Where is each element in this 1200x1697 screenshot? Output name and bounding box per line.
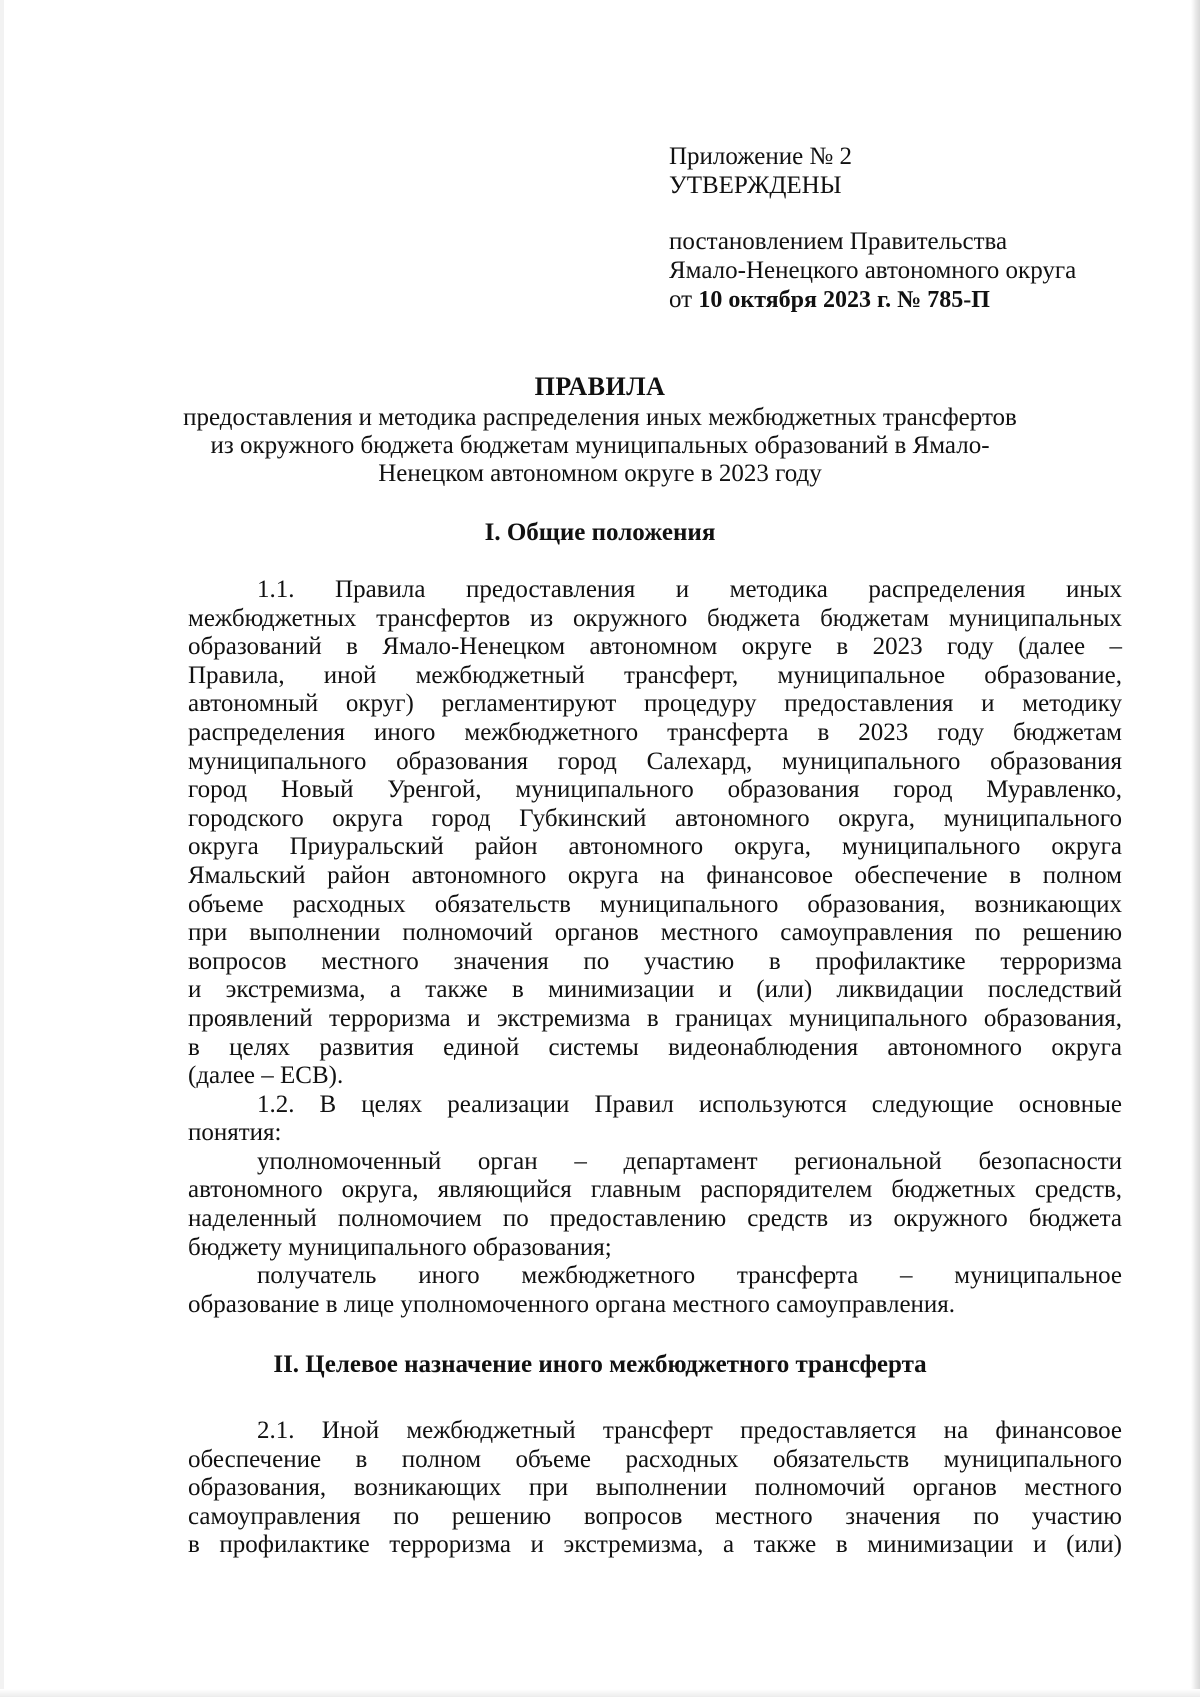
date-value: 10 октября 2023 г. № 785-П (698, 287, 990, 313)
paragraph-line: образование в лице уполномоченного органа местного самоуправления. (188, 1290, 956, 1318)
paragraph-line: 2.1. Иной межбюджетный трансферт предоставляется на финансовое (257, 1417, 1122, 1444)
document-subtitle (0, 404, 1200, 488)
paragraph-line: бюджету муниципального образования; (188, 1233, 612, 1261)
document-title: ПРАВИЛА (534, 372, 666, 401)
paragraph-line: понятия: (188, 1119, 282, 1147)
paragraph-line: образования, возникающих при выполнении полномочий органов местного (188, 1474, 1122, 1502)
scan-edge-bottom (0, 1689, 1200, 1697)
approved-by-line-2: Ямало-Ненецкого автономного округа (669, 257, 1077, 284)
scan-edge-right (1191, 0, 1200, 1697)
subtitle-line: из окружного бюджета бюджетам муниципальных образований в Ямало- (210, 432, 990, 459)
paragraph-line: и экстремизма, а также в минимизации и (или) ликвидации последствий (188, 976, 1122, 1004)
subtitle-line: предоставления и методика распределения иных межбюджетных трансфертов (183, 404, 1017, 431)
paragraph-line: городского округа город Губкинский автономного округа, муниципального (188, 804, 1122, 832)
paragraph-line: распределения иного межбюджетного трансферта в 2023 году бюджетам (188, 718, 1122, 746)
paragraph-line: (далее – ЕСВ). (188, 1062, 344, 1090)
paragraph-line: 1.1. Правила предоставления и методика распределения иных (257, 576, 1122, 603)
section-1-heading: I. Общие положения (484, 519, 716, 546)
paragraph-line: проявлений терроризма и экстремизма в границах муниципального образования, (188, 1004, 1122, 1032)
paragraph-line: объеме расходных обязательств муниципального образования, возникающих (188, 890, 1122, 918)
paragraph-line: автономный округ) регламентируют процедуру предоставления и методику (188, 690, 1122, 718)
paragraph-line: Правила, иной межбюджетный трансферт, муниципальное образование, (188, 661, 1122, 689)
paragraph-line: в профилактике терроризма и экстремизма, а также в минимизации и (или) (188, 1531, 1122, 1559)
paragraph-line: автономного округа, являющийся главным распорядителем бюджетных средств, (188, 1176, 1122, 1204)
scan-edge-left (0, 0, 4, 1697)
paragraph-line: самоуправления по решению вопросов местного значения по участию (188, 1502, 1122, 1530)
paragraph-line: при выполнении полномочий органов местного самоуправления по решению (188, 919, 1122, 947)
paragraph-line: образований в Ямало-Ненецком автономном округе в 2023 году (далее – (188, 633, 1122, 661)
paragraph-line: Ямальский район автономного округа на финансовое обеспечение в полном (188, 861, 1122, 889)
subtitle-line: Ненецком автономном округе в 2023 году (378, 460, 822, 487)
section-2-text (188, 1417, 1122, 1560)
paragraph-line: округа Приуральский район автономного округа, муниципального округа (188, 833, 1122, 861)
paragraph-line: уполномоченный орган – департамент региональной безопасности (257, 1147, 1122, 1175)
paragraph-line: в целях развития единой системы видеонаблюдения автономного округа (188, 1033, 1122, 1061)
paragraph-line: обеспечение в полном объеме расходных обязательств муниципального (188, 1445, 1122, 1473)
appendix-gap (669, 200, 1076, 227)
paragraph-line: получатель иного межбюджетного трансферта – муниципальное (257, 1262, 1122, 1290)
approval-date-line (669, 285, 1076, 315)
appendix-block (669, 142, 1076, 315)
appendix-number: Приложение № 2 (669, 143, 853, 170)
section-1-text (188, 576, 1122, 1319)
approved-label: УТВЕРЖДЕНЫ (669, 172, 842, 199)
paragraph-line: муниципального образования город Салехард, муниципального образования (188, 747, 1122, 775)
approved-by-line-1: постановлением Правительства (669, 228, 1008, 255)
paragraph-line: наделенный полномочием по предоставлению средств из окружного бюджета (188, 1205, 1122, 1233)
paragraph-line: город Новый Уренгой, муниципального образования город Муравленко, (188, 776, 1122, 804)
date-prefix: от (669, 286, 693, 313)
section-2-heading: II. Целевое назначение иного межбюджетного трансферта (273, 1351, 927, 1378)
paragraph-line: 1.2. В целях реализации Правил используются следующие основные (257, 1090, 1122, 1118)
paragraph-line: межбюджетных трансфертов из окружного бюджета бюджетам муниципальных (188, 604, 1122, 632)
paragraph-line: вопросов местного значения по участию в профилактике терроризма (188, 947, 1122, 975)
